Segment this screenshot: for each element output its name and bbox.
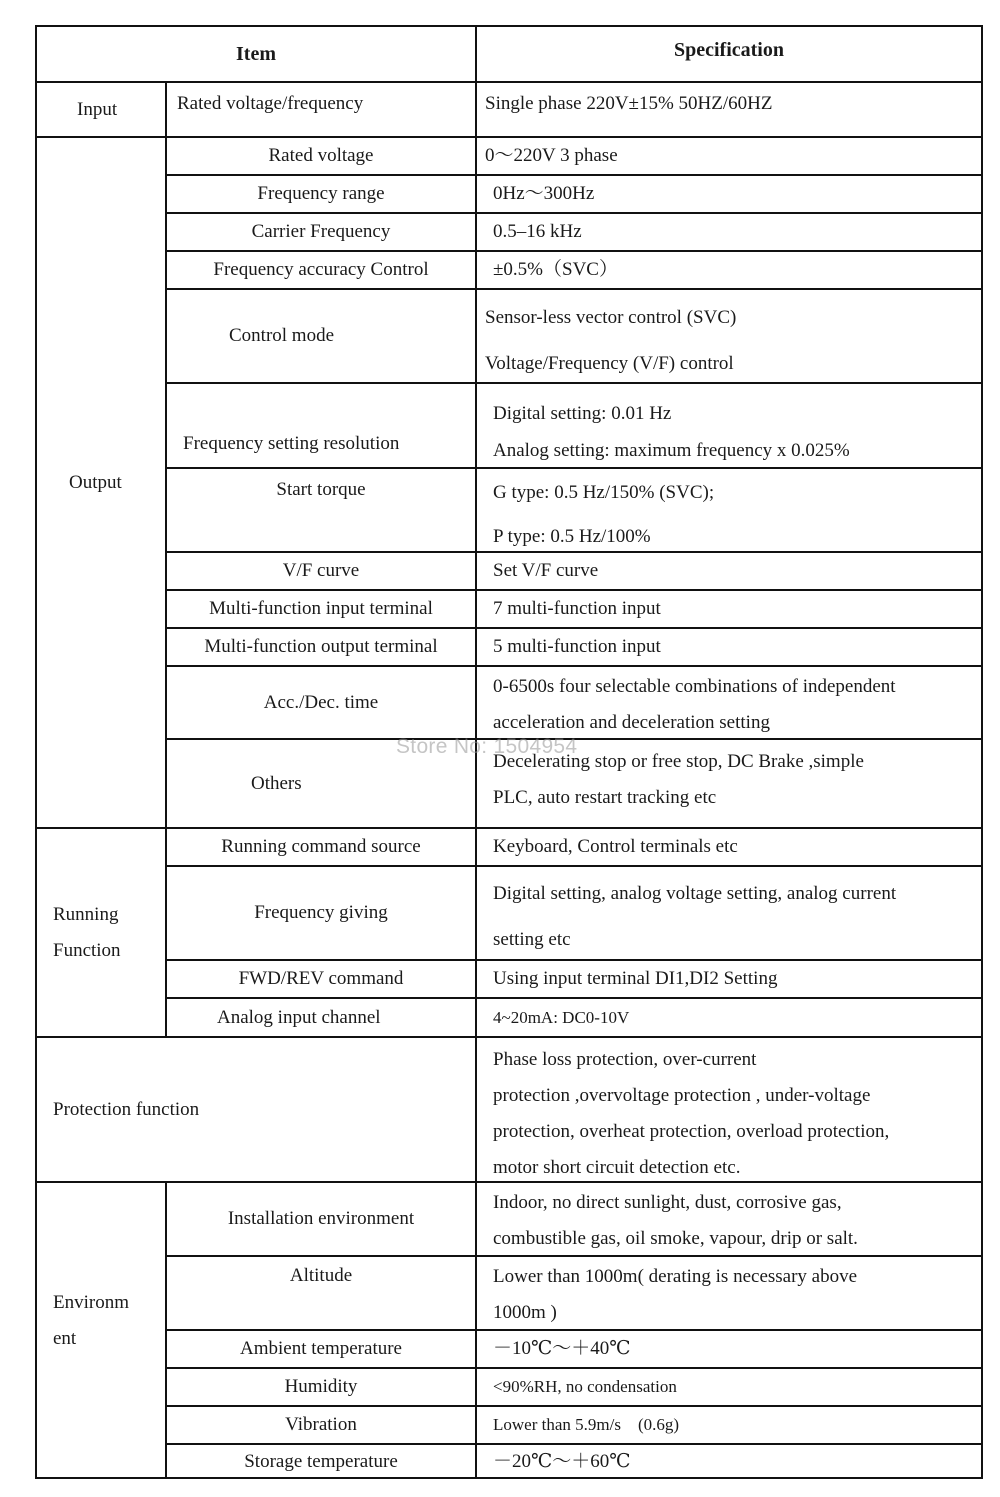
spec-rated-voltage-frequency: Single phase 220V±15% 50HZ/60HZ (485, 93, 773, 114)
table-row (167, 627, 981, 665)
table-row (167, 997, 981, 1036)
spec-line: Voltage/Frequency (V/F) control (485, 353, 734, 374)
item-carrier-frequency: Carrier Frequency (167, 214, 477, 250)
spec-running-command-source: Keyboard, Control terminals etc (493, 836, 738, 858)
spec-line: PLC, auto restart tracking etc (493, 787, 717, 808)
item-start-torque: Start torque (167, 469, 477, 551)
item-analog-input-channel: Analog input channel (167, 999, 477, 1036)
item-frequency-giving: Frequency giving (167, 867, 477, 959)
header-item: Item (37, 27, 477, 81)
spec-acc-dec-time (477, 667, 981, 738)
item-humidity: Humidity (167, 1369, 477, 1405)
table-row (167, 959, 981, 997)
table-row (37, 1036, 981, 1181)
spec-frequency-giving (477, 867, 981, 959)
item-acc-dec-time: Acc./Dec. time (167, 667, 477, 738)
spec-line: protection ,overvoltage protection , under-voltage (493, 1085, 871, 1106)
group-label-line: Running (53, 903, 119, 925)
spec-line: Decelerating stop or free stop, DC Brake ,simple (493, 751, 864, 772)
table-row (167, 827, 981, 865)
spec-line: protection, overheat protection, overload protection, (493, 1121, 890, 1142)
table-row (167, 1443, 981, 1479)
spec-line: G type: 0.5 Hz/150% (SVC); (493, 482, 715, 503)
table-row (167, 136, 981, 174)
item-rated-voltage: Rated voltage (167, 138, 477, 174)
table-row (167, 212, 981, 250)
item-multi-function-output: Multi-function output terminal (167, 629, 477, 665)
table-row (37, 81, 981, 136)
spec-vf-curve: Set V/F curve (493, 560, 599, 582)
spec-line: Phase loss protection, over-current (493, 1049, 757, 1070)
spec-ambient-temperature: －10℃～＋40℃ (493, 1338, 631, 1360)
table-row (167, 288, 981, 382)
spec-line: Sensor-less vector control (SVC) (485, 307, 737, 328)
header-row (37, 27, 981, 81)
table-row (167, 1367, 981, 1405)
spec-multi-function-output: 5 multi-function input (493, 636, 661, 658)
spec-control-mode (477, 290, 981, 382)
spec-analog-input-channel: 4~20mA: DC0-10V (493, 1007, 630, 1027)
spec-line: combustible gas, oil smoke, vapour, drip or salt. (493, 1228, 858, 1249)
item-protection-function: Protection function (37, 1038, 477, 1181)
table-row (167, 467, 981, 551)
group-label-line: ent (53, 1328, 77, 1349)
table-row (167, 382, 981, 467)
spec-carrier-frequency: 0.5–16 kHz (493, 221, 582, 243)
group-environment (37, 1181, 167, 1479)
item-ambient-temperature: Ambient temperature (167, 1331, 477, 1367)
table-row (167, 174, 981, 212)
spec-vibration: Lower than 5.9m/s (0.6g) (493, 1415, 680, 1435)
item-frequency-setting-resolution: Frequency setting resolution (167, 384, 477, 467)
spec-line: Digital setting: 0.01 Hz (493, 403, 672, 424)
item-vibration: Vibration (167, 1407, 477, 1443)
spec-humidity: <90%RH, no condensation (493, 1377, 677, 1397)
item-vf-curve: V/F curve (167, 553, 477, 589)
spec-start-torque (477, 469, 981, 551)
item-frequency-range: Frequency range (167, 176, 477, 212)
group-label-line: Environm (53, 1292, 129, 1313)
item-fwd-rev-command: FWD/REV command (167, 961, 477, 997)
spec-line: 1000m ) (493, 1302, 557, 1323)
group-label-line: Function (53, 939, 121, 961)
table-row (167, 865, 981, 959)
spec-line: motor short circuit detection etc. (493, 1157, 741, 1178)
spec-storage-temperature: －20℃～＋60℃ (493, 1451, 631, 1473)
spec-line: P type: 0.5 Hz/100% (493, 526, 651, 547)
spec-frequency-setting-resolution (477, 384, 981, 467)
item-rated-voltage-frequency: Rated voltage/frequency (167, 83, 477, 136)
spec-line: acceleration and deceleration setting (493, 712, 770, 733)
spec-line: Lower than 1000m( derating is necessary above (493, 1266, 858, 1287)
spec-line: setting etc (493, 929, 571, 950)
header-specification: Specification (674, 39, 784, 61)
spec-line: Indoor, no direct sunlight, dust, corrosive gas, (493, 1192, 842, 1213)
table-row (167, 551, 981, 589)
table-row (167, 1255, 981, 1329)
spec-fwd-rev-command: Using input terminal DI1,DI2 Setting (493, 968, 778, 990)
spec-altitude (477, 1257, 981, 1329)
spec-protection-function (477, 1038, 981, 1181)
spec-line: 0-6500s four selectable combinations of independent (493, 676, 896, 697)
item-storage-temperature: Storage temperature (167, 1445, 477, 1479)
item-frequency-accuracy: Frequency accuracy Control (167, 252, 477, 288)
spec-frequency-accuracy: ±0.5%（SVC） (493, 259, 618, 281)
spec-line: Digital setting, analog voltage setting, analog current (493, 883, 897, 904)
item-altitude: Altitude (167, 1257, 477, 1329)
spec-multi-function-input: 7 multi-function input (493, 598, 661, 620)
table-row (167, 250, 981, 288)
item-control-mode: Control mode (167, 290, 477, 382)
table-row (167, 665, 981, 738)
group-input: Input (37, 81, 167, 136)
group-running-function (37, 827, 167, 1036)
item-multi-function-input: Multi-function input terminal (167, 591, 477, 627)
spec-installation-environment (477, 1183, 981, 1255)
spec-rated-voltage: 0～220V 3 phase (485, 145, 618, 167)
spec-frequency-range: 0Hz～300Hz (493, 183, 595, 205)
table-row (167, 1405, 981, 1443)
spec-line: Analog setting: maximum frequency x 0.025% (493, 440, 850, 461)
table-row (167, 589, 981, 627)
store-watermark: Store No: 1504954 (396, 735, 578, 758)
item-others: Others (167, 740, 477, 827)
table-row (167, 1181, 981, 1255)
item-installation-environment: Installation environment (167, 1183, 477, 1255)
item-running-command-source: Running command source (167, 829, 477, 865)
table-row (167, 1329, 981, 1367)
group-output: Output (37, 136, 167, 827)
